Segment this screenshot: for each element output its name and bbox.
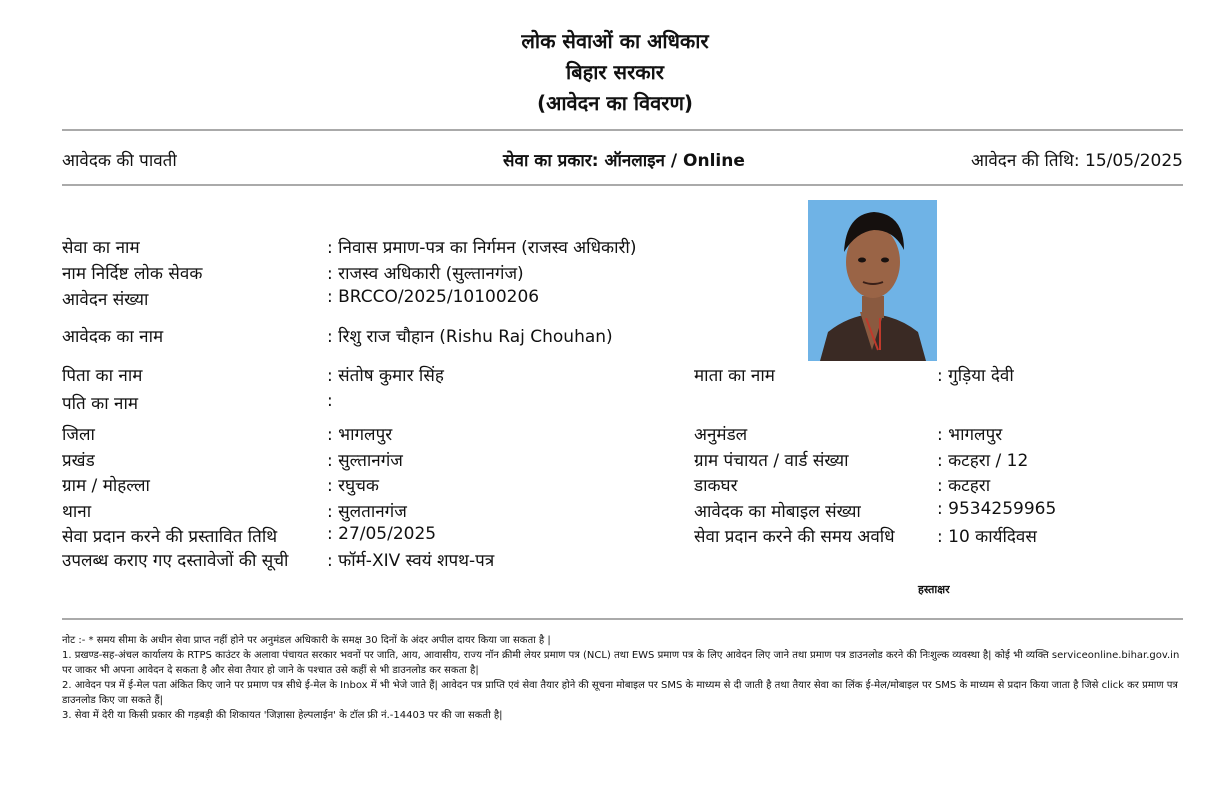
value-subdivision: : भागलपुर [937,425,1003,445]
label-designated-officer: नाम निर्दिष्ट लोक सेवक [62,264,203,284]
note-2: 2. आवेदन पत्र में ई-मेल पता अंकित किए जाने पर प्रमाण पत्र सीधे ई-मेल के Inbox में भी भेजे जाते हैं| आवेदन पत्र प्राप्ति एवं सेवा तैयार होने की सूचना मोबाइल पर SMS के माध्यम से दी जाती है तथा तैयार सेवा का लिंक ई-मेल/मोबाइल पर SMS के माध्यम से प्रदान किया जाता है जिसे click कर प्रमाण पत्र डाउनलोड किए जा सकते हैं| [62,680,1178,706]
label-panchayat-ward: ग्राम पंचायत / वार्ड संख्या [694,451,849,471]
signature-label: हस्ताक्षर [918,583,950,596]
top-divider [62,129,1183,131]
value-police-station: : सुलतानगंज [327,502,407,522]
label-documents: उपलब्ध कराए गए दस्तावेजों की सूची [62,551,289,571]
value-father-name: : संतोष कुमार सिंह [327,366,444,386]
document-header [0,26,1230,119]
value-mobile: : 9534259965 [937,499,1057,519]
label-village: ग्राम / मोहल्ला [62,476,150,496]
notes-section [62,633,1187,723]
label-service-duration: सेवा प्रदान करने की समय अवधि [694,527,895,547]
value-village: : रघुचक [327,476,379,496]
label-mother-name: माता का नाम [694,366,775,386]
label-husband-name: पति का नाम [62,394,139,414]
label-application-number: आवेदन संख्या [62,290,149,310]
note-3: 3. सेवा में देरी या किसी प्रकार की गड़बड़ी की शिकायत 'जिज्ञासा हेल्पलाईन' के टॉल फ्री नं.-14403 पर की जा सकती है| [62,710,503,721]
label-post-office: डाकघर [694,476,738,496]
header-government: बिहार सरकार [566,60,664,84]
value-post-office: : कटहरा [937,476,991,496]
value-service-duration: : 10 कार्यदिवस [937,527,1037,547]
label-applicant-name: आवेदक का नाम [62,327,164,347]
value-mother-name: : गुड़िया देवी [937,366,1014,386]
note-1: 1. प्रखण्ड-सह-अंचल कार्यालय के RTPS काउंटर के अलावा पंचायत सरकार भवनों पर जाति, आय, आवासीय, राज्य नॉन क्रीमी लेयर प्रमाण पत्र (NCL) तथा EWS प्रमाण पत्र के लिए आवेदन लिए जाने तथा प्रमाण पत्र डाउनलोड करने की निःशुल्क व्यवस्था है| कोई भी व्यक्ति serviceonline.bihar.gov.in पर जाकर भी अपना आवेदन दे सकता है और सेवा तैयार हो जाने के पश्चात उसे कहीं से भी डाउनलोड कर सकता है| [62,650,1180,676]
value-husband-name: : [327,391,333,411]
label-police-station: थाना [62,502,92,522]
notes-divider [62,618,1183,620]
meta-divider [62,184,1183,186]
label-father-name: पिता का नाम [62,366,143,386]
applicant-photo [808,200,937,361]
label-service-name: सेवा का नाम [62,238,140,258]
label-block: प्रखंड [62,451,95,471]
header-title: लोक सेवाओं का अधिकार [521,29,709,53]
value-documents: : फॉर्म-XIV स्वयं शपथ-पत्र [327,551,495,571]
note-appeal: नोट :- * समय सीमा के अधीन सेवा प्राप्त नहीं होने पर अनुमंडल अधिकारी के समक्ष 30 दिनों के अंदर अपील दायर किया जा सकता है | [62,635,551,646]
service-type: सेवा का प्रकार: ऑनलाइन / Online [503,151,745,171]
label-subdivision: अनुमंडल [694,425,748,445]
application-date: आवेदन की तिथि: 15/05/2025 [970,151,1183,171]
value-panchayat-ward: : कटहरा / 12 [937,451,1029,471]
value-block: : सुल्तानगंज [327,451,403,471]
value-applicant-name: : रिशु राज चौहान (Rishu Raj Chouhan) [327,327,613,347]
label-mobile: आवेदक का मोबाइल संख्या [694,502,861,522]
value-application-number: : BRCCO/2025/10100206 [327,287,540,307]
applicant-photo-image [808,200,937,361]
label-district: जिला [62,425,95,445]
value-designated-officer: : राजस्व अधिकारी (सुल्तानगंज) [327,264,524,284]
label-proposed-date: सेवा प्रदान करने की प्रस्तावित तिथि [62,527,278,547]
value-proposed-date: : 27/05/2025 [327,524,437,544]
header-subtitle: (आवेदन का विवरण) [536,91,694,115]
value-service-name: : निवास प्रमाण-पत्र का निर्गमन (राजस्व अधिकारी) [327,238,637,258]
receipt-label: आवेदक की पावती [62,151,177,171]
value-district: : भागलपुर [327,425,393,445]
